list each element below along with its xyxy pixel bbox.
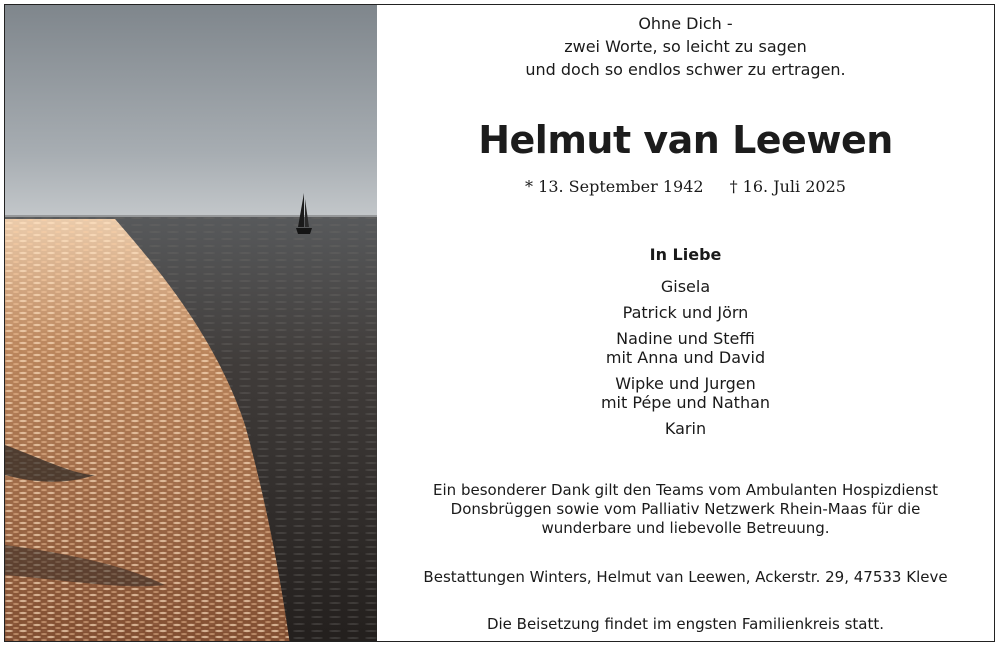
mourner-line: Wipke und Jurgen: [615, 374, 756, 393]
thanks-line: Ein besonderer Dank gilt den Teams vom Ambulanten Hospizdienst: [433, 481, 938, 499]
mourner-line: Patrick und Jörn: [622, 303, 749, 322]
sea-sunset-photo: [5, 5, 377, 641]
mourner-line: Karin: [664, 419, 707, 438]
birth-date: * 13. September 1942: [525, 177, 704, 196]
poem: [377, 12, 994, 81]
mourner-line: Nadine und Steffi: [616, 329, 755, 348]
mourner-line: mit Pépe und Nathan: [600, 393, 771, 412]
thanks-line: Donsbrüggen sowie vom Palliativ Netzwerk Rhein-Maas für die: [450, 500, 921, 518]
thanks-line: wunderbare und liebevolle Betreuung.: [541, 519, 830, 537]
mourner-entry: [377, 277, 994, 296]
mourner-entry: [377, 329, 994, 367]
mourner-line: mit Anna und David: [605, 348, 766, 367]
mourner-entry: [377, 374, 994, 412]
mourner-line: Gisela: [660, 277, 711, 296]
poem-line: und doch so endlos schwer zu ertragen.: [525, 60, 846, 79]
obituary-text: [377, 5, 994, 641]
death-date: † 16. Juli 2025: [729, 177, 846, 196]
obituary-card: [4, 4, 995, 642]
life-dates: [377, 177, 994, 196]
mourners-heading: In Liebe: [649, 245, 722, 264]
poem-line: zwei Worte, so leicht zu sagen: [564, 37, 807, 56]
poem-line: Ohne Dich -: [638, 14, 733, 33]
burial-note: Die Beisetzung findet im engsten Familienkreis statt.: [486, 615, 885, 633]
undertaker-info: Bestattungen Winters, Helmut van Leewen, Ackerstr. 29, 47533 Kleve: [423, 568, 948, 586]
deceased-name: Helmut van Leewen: [478, 118, 893, 162]
mourner-entry: [377, 303, 994, 322]
mourner-entry: [377, 419, 994, 438]
thanks-note: [377, 481, 994, 538]
